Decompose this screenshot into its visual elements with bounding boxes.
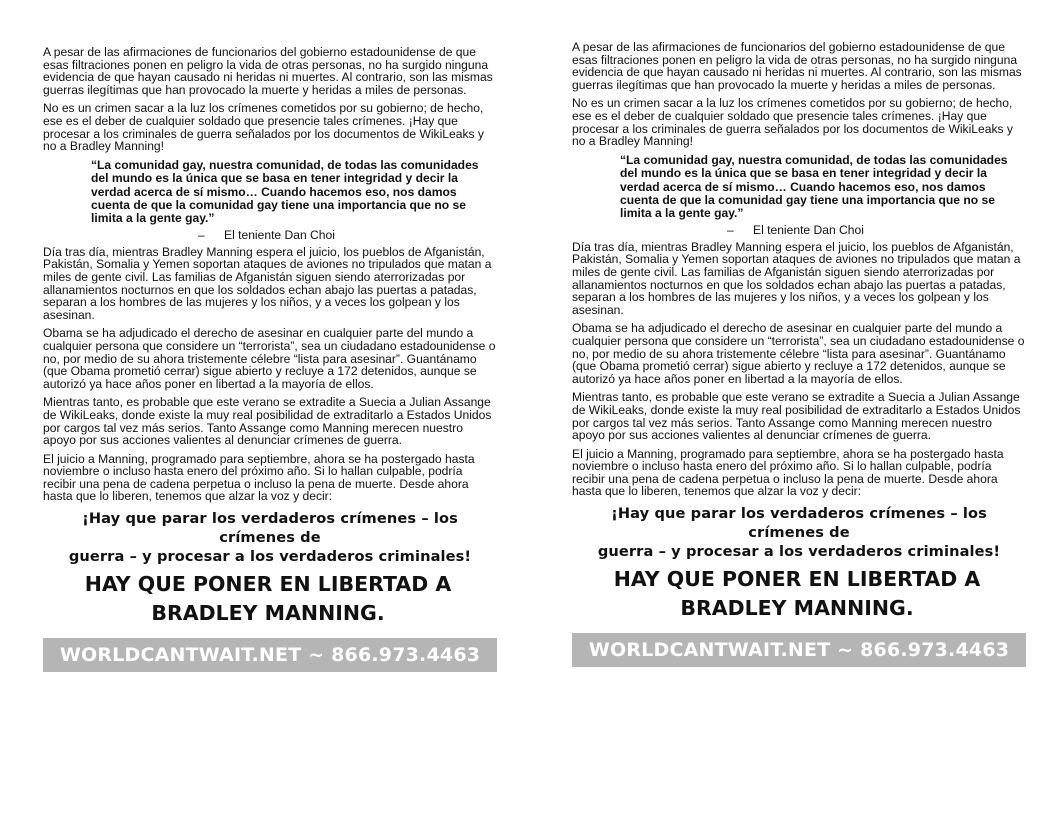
footer-bar [43,638,497,672]
paragraph-trial: El juicio a Manning, programado para septiembre, ahora se ha postergado hasta noviembre o incluso hasta enero del próximo año. Si lo hallan culpable, podría recibir una pena de cadena perpetua o incluso la pena de muerte. Desde ahora hasta que lo liberen, tenemos que alzar la voz y decir: [43,451,475,504]
attribution-name: El teniente Dan Choi [753,222,864,237]
footer-contact: WORLDCANTWAIT.NET ~ 866.973.4463 [588,639,1010,662]
slogan-line-1: ¡Hay que parar los verdaderos crímenes – los crímenes de [82,510,458,547]
footer-contact: WORLDCANTWAIT.NET ~ 866.973.4463 [59,644,481,667]
quote-attribution [198,229,497,242]
headline [43,570,497,628]
paragraph-not-a-crime: No es un crimen sacar a la luz los crímenes cometidos por su gobierno; de hecho, ese es el deber de cualquier soldado que presencie tales crímenes. ¡Hay que procesar a los criminales de guerra señalados por los documentos de WikiLeaks y no a Bradley Manning! [43,101,484,154]
slogan [572,504,1026,561]
quote-attribution [727,224,1026,237]
paragraph-drone-attacks: Día tras día, mientras Bradley Manning espera el juicio, los pueblos de Afganistán, Pakistán, Somalia y Yemen soportan ataques de aviones no tripulados que matan a miles de gente civil. Las familias de Afganistán siguen siendo aterrorizadas por allanamientos nocturnos en que los soldados echan abajo las puertas a patadas, separan a los hombres de las mujeres y los niños, y a veces los golpean y los asesinan. [43,244,492,322]
slogan-line-2: guerra – y procesar a los verdaderos criminales! [597,543,1001,561]
headline-line-2: BRADLEY MANNING. [151,601,385,626]
attribution-dash: – [198,227,205,242]
attribution-dash: – [727,222,734,237]
headline [572,565,1026,623]
paragraph-obama: Obama se ha adjudicado el derecho de asesinar en cualquier parte del mundo a cualquier persona que considere un “terrorista”, sea un ciudadano estadounidense o no, por medio de su ahora tristemente célebre “lista para asesinar”. Guantánamo (que Obama prometió cerrar) sigue abierto y recluye a 172 detenidos, aunque se autorizó ya hace años poner en libertad a la mayoría de ellos. [43,326,496,391]
headline-line-1: HAY QUE PONER EN LIBERTAD A [84,572,452,597]
flyer-copy-left [43,46,497,672]
footer-bar [572,633,1026,667]
headline-line-2: BRADLEY MANNING. [680,596,914,621]
headline-line-1: HAY QUE PONER EN LIBERTAD A [613,567,981,592]
paragraph-trial: El juicio a Manning, programado para septiembre, ahora se ha postergado hasta noviembre o incluso hasta enero del próximo año. Si lo hallan culpable, podría recibir una pena de cadena perpetua o incluso la pena de muerte. Desde ahora hasta que lo liberen, tenemos que alzar la voz y decir: [572,446,1004,499]
slogan-line-1: ¡Hay que parar los verdaderos crímenes – los crímenes de [611,505,987,542]
paragraph-claims: A pesar de las afirmaciones de funcionarios del gobierno estadounidense de que esas filtraciones ponen en peligro la vida de otras personas, no ha surgido ninguna evidencia de que hayan causado ni heridas ni muertes. Al contrario, son las mismas guerras ilegítimas que han provocado la muerte y heridas a miles de personas. [43,45,493,97]
flyer-copy-right [572,41,1026,667]
attribution-name: El teniente Dan Choi [224,227,335,242]
paragraph-drone-attacks: Día tras día, mientras Bradley Manning espera el juicio, los pueblos de Afganistán, Pakistán, Somalia y Yemen soportan ataques de aviones no tripulados que matan a miles de gente civil. Las familias de Afganistán siguen siendo aterrorizadas por allanamientos nocturnos en que los soldados echan abajo las puertas a patadas, separan a los hombres de las mujeres y los niños, y a veces los golpean y los asesinan. [572,239,1021,317]
paragraph-assange: Mientras tanto, es probable que este verano se extradite a Suecia a Julian Assange de WikiLeaks, donde existe la muy real posibilidad de extraditarlo a Estados Unidos por cargos tal vez más serios. Tanto Assange como Manning merecen nuestro apoyo por sus acciones valientes al denunciar crímenes de guerra. [43,395,492,448]
paragraph-obama: Obama se ha adjudicado el derecho de asesinar en cualquier parte del mundo a cualquier persona que considere un “terrorista”, sea un ciudadano estadounidense o no, por medio de su ahora tristemente célebre “lista para asesinar”. Guantánamo (que Obama prometió cerrar) sigue abierto y recluye a 172 detenidos, aunque se autorizó ya hace años poner en libertad a la mayoría de ellos. [572,321,1025,386]
quote-dan-choi: “La comunidad gay, nuestra comunidad, de todas las comunidades del mundo es la única que se basa en tener integridad y decir la verdad acerca de sí mismo… Cuando hacemos eso, nos damos cuenta de que la comunidad gay tiene una importancia que no se limita a la gente gay.” [620,152,1008,221]
slogan [43,509,497,566]
slogan-line-2: guerra – y procesar a los verdaderos criminales! [68,548,472,566]
paragraph-assange: Mientras tanto, es probable que este verano se extradite a Suecia a Julian Assange de WikiLeaks, donde existe la muy real posibilidad de extraditarlo a Estados Unidos por cargos tal vez más serios. Tanto Assange como Manning merecen nuestro apoyo por sus acciones valientes al denunciar crímenes de guerra. [572,390,1021,443]
paragraph-claims: A pesar de las afirmaciones de funcionarios del gobierno estadounidense de que esas filtraciones ponen en peligro la vida de otras personas, no ha surgido ninguna evidencia de que hayan causado ni heridas ni muertes. Al contrario, son las mismas guerras ilegítimas que han provocado la muerte y heridas a miles de personas. [572,40,1022,92]
quote-dan-choi: “La comunidad gay, nuestra comunidad, de todas las comunidades del mundo es la única que se basa en tener integridad y decir la verdad acerca de sí mismo… Cuando hacemos eso, nos damos cuenta de que la comunidad gay tiene una importancia que no se limita a la gente gay.” [91,157,479,226]
paragraph-not-a-crime: No es un crimen sacar a la luz los crímenes cometidos por su gobierno; de hecho, ese es el deber de cualquier soldado que presencie tales crímenes. ¡Hay que procesar a los criminales de guerra señalados por los documentos de WikiLeaks y no a Bradley Manning! [572,96,1013,149]
